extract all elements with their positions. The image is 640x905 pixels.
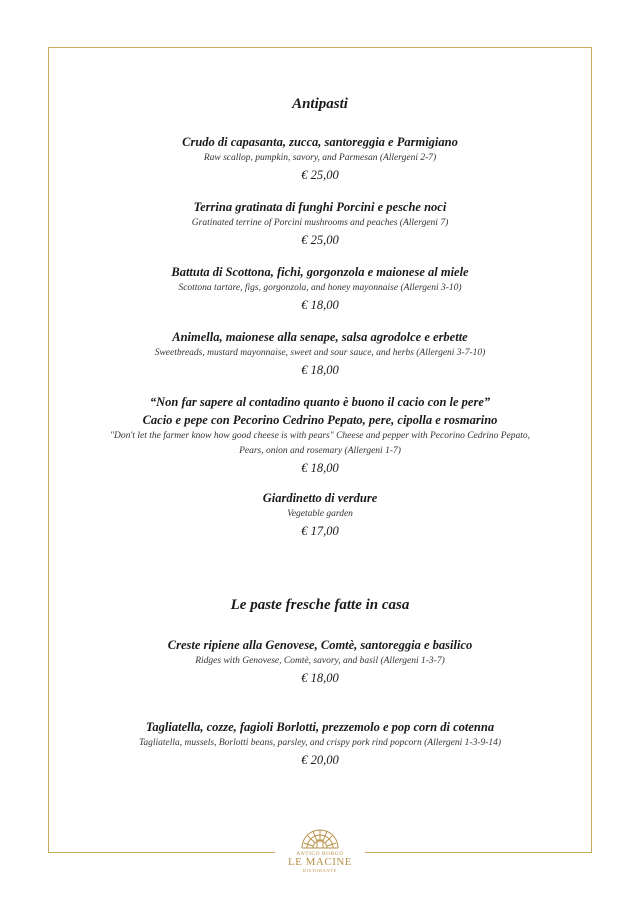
restaurant-logo (275, 818, 365, 882)
dish-name: Tagliatella, cozze, fagioli Borlotti, prezzemolo e pop corn di cotenna (145, 720, 495, 734)
dish-price: € 18,00 (301, 671, 339, 685)
dish-description: Scottona tartare, figs, gorgonzola, and honey mayonnaise (Allergeni 3-10) (178, 283, 462, 293)
dish-description: Ridges with Genovese, Comtè, savory, and basil (Allergeni 1-3-7) (195, 656, 445, 666)
section-title-paste: Le paste fresche fatte in casa (230, 597, 410, 613)
dish-crudo-capasanta (60, 133, 580, 184)
dish-terrina-porcini (60, 198, 580, 249)
dish-name: Creste ripiene alla Genovese, Comtè, santoreggia e basilico (167, 638, 473, 652)
dish-name-quote: “Non far sapere al contadino quanto è buono il cacio con le pere” (149, 395, 491, 409)
dish-price: € 20,00 (301, 753, 339, 767)
dish-name: Animella, maionese alla senape, salsa agrodolce e erbette (172, 330, 468, 344)
dish-price: € 25,00 (301, 168, 339, 182)
logo-top-text: ANTICO BORGO (296, 851, 344, 857)
dish-giardinetto (60, 489, 580, 540)
dish-price: € 17,00 (301, 524, 339, 538)
dish-description: Gratinated terrine of Porcini mushrooms and peaches (Allergeni 7) (191, 218, 449, 228)
dish-price: € 25,00 (301, 233, 339, 247)
logo-sub-text: RISTORANTE (303, 868, 337, 873)
dish-price: € 18,00 (301, 461, 339, 475)
dish-description-line2: Pears, onion and rosemary (Allergeni 1-7) (239, 446, 401, 456)
dish-name: Battuta di Scottona, fichi, gorgonzola e maionese al miele (171, 265, 469, 279)
dish-name: Giardinetto di verdure (262, 491, 378, 505)
dish-price: € 18,00 (301, 298, 339, 312)
dish-description: Sweetbreads, mustard mayonnaise, sweet and sour sauce, and herbs (Allergeni 3-7-10) (154, 348, 486, 358)
section-title-antipasti: Antipasti (292, 96, 348, 112)
dish-tagliatella-cozze (60, 718, 580, 769)
dish-name: Cacio e pepe con Pecorino Cedrino Pepato, pere, cipolla e rosmarino (142, 413, 498, 427)
dish-battuta-scottona (60, 263, 580, 314)
dish-animella (60, 328, 580, 379)
dish-creste-genovese (60, 636, 580, 687)
dish-description: Tagliatella, mussels, Borlotti beans, parsley, and crispy pork rind popcorn (Allergeni 1-3-9-14) (138, 738, 502, 748)
dish-description: "Don't let the farmer know how good cheese is with pears" Cheese and pepper with Pecorino Cedrino Pepato, (109, 431, 531, 441)
dish-name: Crudo di capasanta, zucca, santoreggia e Parmigiano (182, 135, 458, 149)
logo-main-text: LE MACINE (287, 856, 353, 868)
dish-price: € 18,00 (301, 363, 339, 377)
dish-description: Vegetable garden (287, 509, 353, 519)
dish-description: Raw scallop, pumpkin, savory, and Parmesan (Allergeni 2-7) (203, 153, 437, 163)
dish-name: Terrina gratinata di funghi Porcini e pesche noci (193, 200, 447, 214)
dish-cacio-pepe-pere (40, 393, 600, 477)
mill-wheel-icon (298, 818, 342, 850)
